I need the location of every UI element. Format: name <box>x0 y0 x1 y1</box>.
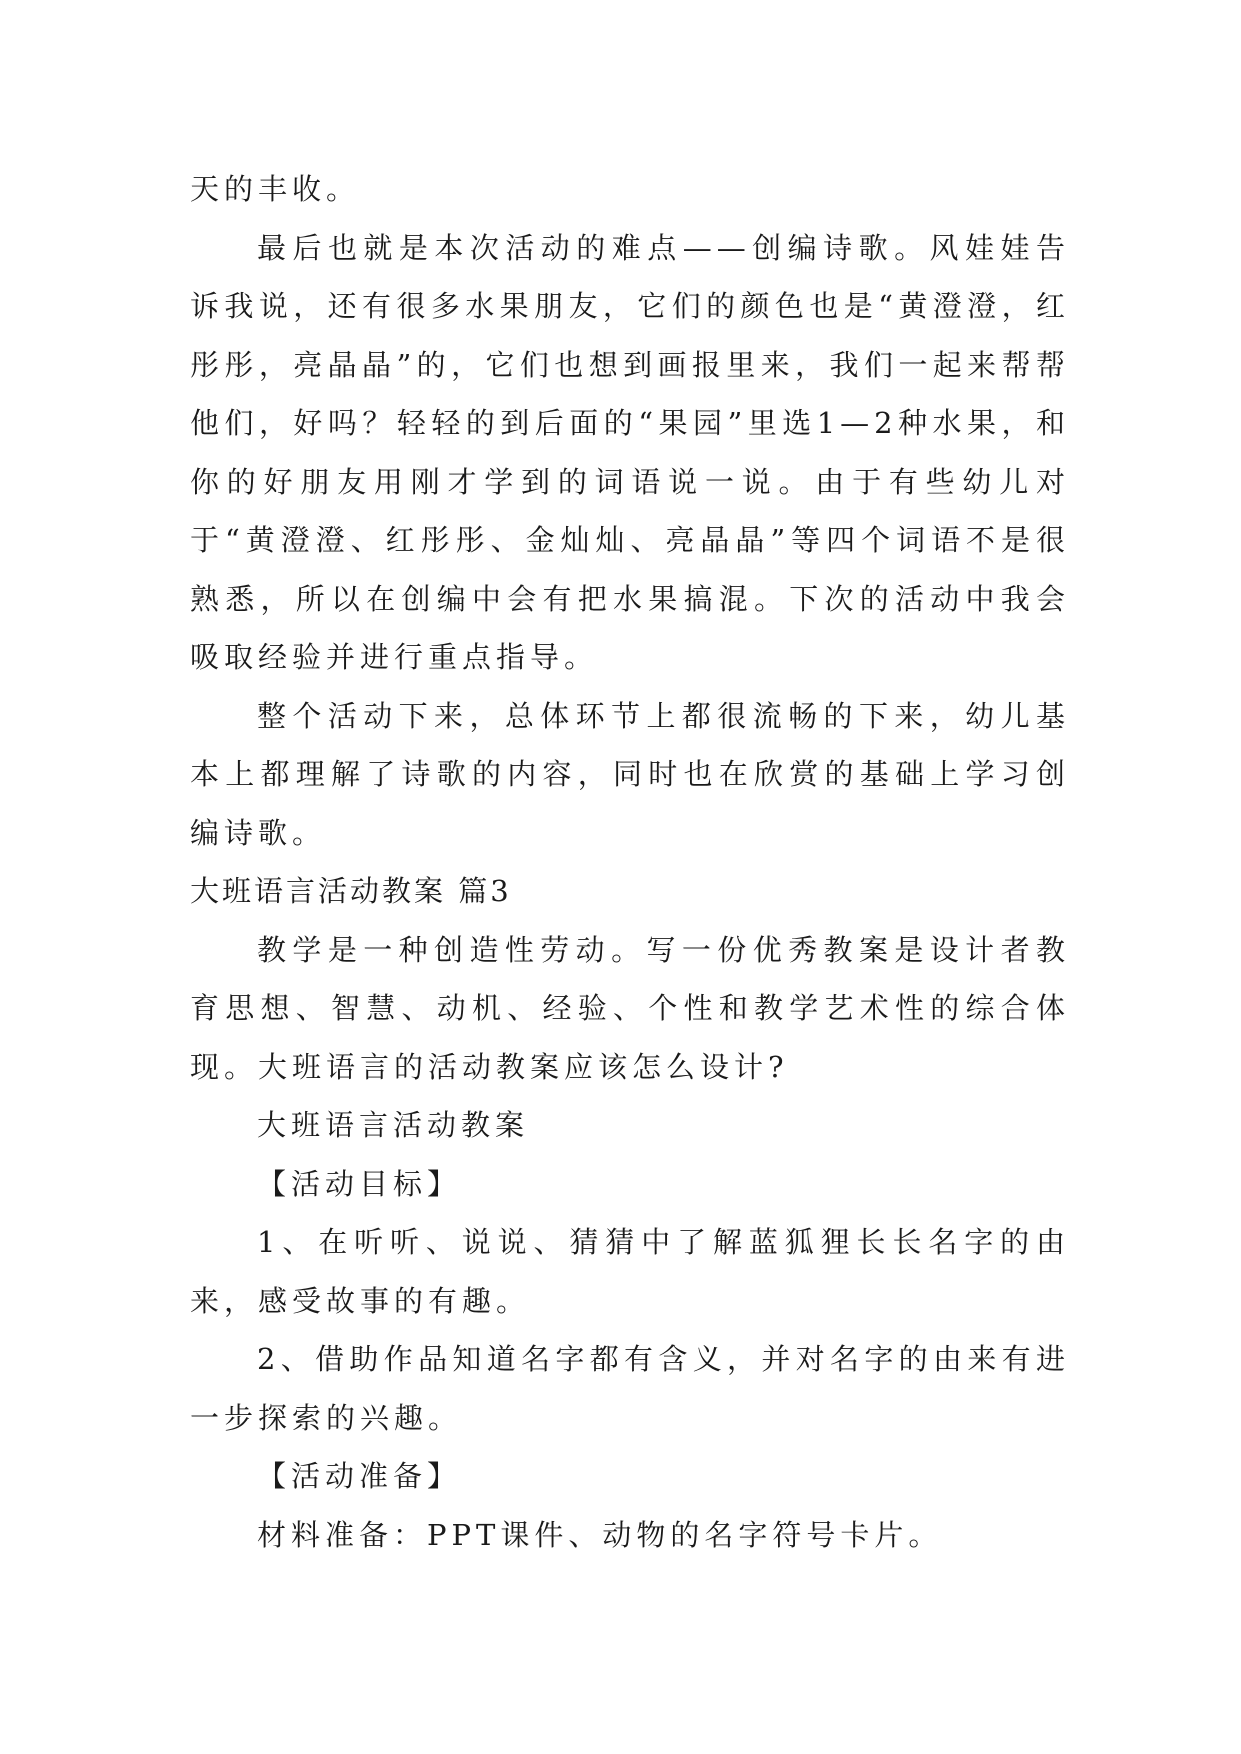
paragraph-continuation: 天的丰收。 <box>190 172 361 206</box>
paragraph-plan-title: 大班语言活动教案 <box>257 1108 530 1142</box>
paragraph-goal-2: 2、借助作品知道名字都有含义，并对名字的由来有进一步探索的兴趣。 <box>190 1342 1070 1435</box>
document-body <box>190 160 1070 1564</box>
paragraph-prep-heading: 【活动准备】 <box>257 1459 462 1493</box>
paragraph-intro: 教学是一种创造性劳动。写一份优秀教案是设计者教育思想、智慧、动机、经验、个性和教学艺术性的综合体现。大班语言的活动教案应该怎么设计? <box>190 932 1070 1084</box>
paragraph-materials: 材料准备：PPT课件、动物的名字符号卡片。 <box>257 1517 943 1552</box>
section-heading: 大班语言活动教案 篇3 <box>190 874 512 908</box>
paragraph-summary: 整个活动下来，总体环节上都很流畅的下来，幼儿基本上都理解了诗歌的内容，同时也在欣赏的基础上学习创编诗歌。 <box>190 698 1070 850</box>
paragraph-creative-poetry: 最后也就是本次活动的难点——创编诗歌。风娃娃告诉我说，还有很多水果朋友，它们的颜色也是“黄澄澄，红彤彤，亮晶晶”的，它们也想到画报里来，我们一起来帮帮他们，好吗？轻轻的到后面的“果园”里选1—2种水果，和你的好朋友用刚才学到的词语说一说。由于有些幼儿对于“黄澄澄、红彤彤、金灿灿、亮晶晶”等四个词语不是很熟悉，所以在创编中会有把水果搞混。下次的活动中我会吸取经验并进行重点指导。 <box>190 230 1070 674</box>
paragraph-goals-heading: 【活动目标】 <box>257 1166 462 1201</box>
paragraph-goal-1: 1、在听听、说说、猜猜中了解蓝狐狸长长名字的由来，感受故事的有趣。 <box>190 1225 1070 1318</box>
